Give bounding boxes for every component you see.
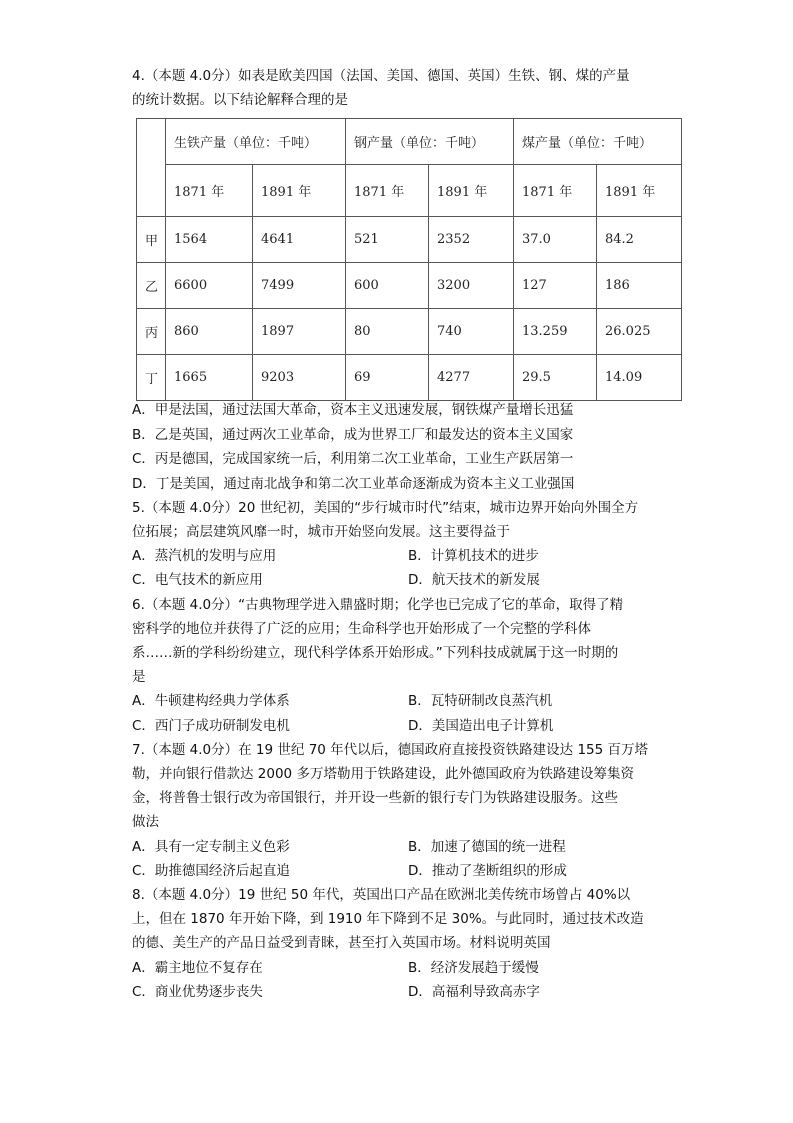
q7-stem-line-2: 勒，并向银行借款达 2000 多万塔勒用于铁路建设，此外德国政府为铁路建设筹集资 (132, 766, 634, 782)
q8-option-a: A．霸主地位不复存在 (132, 960, 263, 976)
q6-stem-line-4: 是 (132, 669, 146, 685)
table-row (137, 217, 682, 263)
table-cell: 860 (166, 309, 253, 355)
q8-stem-line-2: 上，但在 1870 年开始下降，到 1910 年下降到不足 30%。与此同时，通过技术改造 (132, 911, 644, 927)
q6-stem-line-2: 密科学的地位并获得了广泛的应用；生命科学也开始形成了一个完整的学科体 (132, 621, 591, 637)
production-table (136, 118, 682, 401)
table-cell: 26.025 (597, 309, 682, 355)
q5-option-b: B．计算机技术的进步 (408, 548, 539, 564)
q5-option-a: A．蒸汽机的发明与应用 (132, 548, 277, 564)
table-group-header-coal: 煤产量（单位：千吨） (514, 119, 682, 165)
q7-option-c: C．助推德国经济后起直追 (132, 863, 290, 879)
table-year-header: 1871 年 (346, 165, 429, 217)
q5-stem-line-1: 5.（本题 4.0分）20 世纪初，美国的“步行城市时代”结束，城市边界开始向外围全方 (132, 500, 639, 516)
q4-option-a: A．甲是法国，通过法国大革命，资本主义迅速发展，钢铁煤产量增长迅猛 (132, 402, 574, 418)
table-cell: 4277 (429, 355, 514, 401)
table-cell: 1665 (166, 355, 253, 401)
table-row (137, 263, 682, 309)
table-cell: 84.2 (597, 217, 682, 263)
q7-option-b: B．加速了德国的统一进程 (408, 839, 566, 855)
q8-stem-line-1: 8.（本题 4.0分）19 世纪 50 年代，英国出口产品在欧洲北美传统市场曾占 40%以 (132, 887, 631, 903)
table-corner-cell (137, 119, 166, 217)
q6-option-d: D．美国造出电子计算机 (408, 718, 554, 734)
table-year-header: 1891 年 (429, 165, 514, 217)
table-row-label: 丙 (137, 309, 166, 355)
table-group-header-steel: 钢产量（单位：千吨） (346, 119, 514, 165)
table-year-header: 1871 年 (514, 165, 597, 217)
table-row-label: 甲 (137, 217, 166, 263)
table-cell: 14.09 (597, 355, 682, 401)
table-cell: 2352 (429, 217, 514, 263)
q7-option-a: A．具有一定专制主义色彩 (132, 839, 290, 855)
q8-option-c: C．商业优势逐步丧失 (132, 984, 263, 1000)
q4-option-c: C．丙是德国，完成国家统一后，利用第二次工业革命，工业生产跃居第一 (132, 451, 574, 467)
table-cell: 600 (346, 263, 429, 309)
q8-option-b: B．经济发展趋于缓慢 (408, 960, 539, 976)
table-cell: 29.5 (514, 355, 597, 401)
table-cell: 1564 (166, 217, 253, 263)
table-cell: 186 (597, 263, 682, 309)
table-cell: 80 (346, 309, 429, 355)
table-cell: 7499 (253, 263, 346, 309)
q4-stem-line-2: 的统计数据。以下结论解释合理的是 (132, 92, 348, 108)
table-cell: 6600 (166, 263, 253, 309)
table-cell: 3200 (429, 263, 514, 309)
q5-option-c: C．电气技术的新应用 (132, 572, 263, 588)
table-cell: 13.259 (514, 309, 597, 355)
q6-option-b: B．瓦特研制改良蒸汽机 (408, 693, 553, 709)
q8-stem-line-3: 的德、美生产的产品日益受到青睐，甚至打入英国市场。材料说明英国 (132, 935, 551, 951)
table-row-label: 乙 (137, 263, 166, 309)
q8-option-d: D．高福利导致高赤字 (408, 984, 540, 1000)
table-cell: 521 (346, 217, 429, 263)
table-row-label: 丁 (137, 355, 166, 401)
q7-stem-line-3: 金，将普鲁士银行改为帝国银行，并开设一些新的银行专门为铁路建设服务。这些 (132, 790, 618, 806)
q6-option-c: C．西门子成功研制发电机 (132, 718, 290, 734)
q5-stem-line-2: 位拓展；高层建筑风靡一时，城市开始竖向发展。这主要得益于 (132, 524, 510, 540)
q5-option-d: D．航天技术的新发展 (408, 572, 540, 588)
q7-stem-line-1: 7.（本题 4.0分）在 19 世纪 70 年代以后，德国政府直接投资铁路建设达 155 百万塔 (132, 742, 649, 758)
table-cell: 740 (429, 309, 514, 355)
table-year-header: 1891 年 (597, 165, 682, 217)
table-row (137, 309, 682, 355)
table-cell: 9203 (253, 355, 346, 401)
table-cell: 37.0 (514, 217, 597, 263)
q6-stem-line-3: 系……新的学科纷纷建立，现代科学体系开始形成。”下列科技成就属于这一时期的 (132, 645, 619, 661)
table-group-header-iron: 生铁产量（单位：千吨） (166, 119, 346, 165)
q6-option-a: A．牛顿建构经典力学体系 (132, 693, 290, 709)
q4-option-b: B．乙是英国，通过两次工业革命，成为世界工厂和最发达的资本主义国家 (132, 427, 574, 443)
q6-stem-line-1: 6.（本题 4.0分）“古典物理学进入鼎盛时期；化学也已完成了它的革命，取得了精 (132, 597, 624, 613)
table-cell: 69 (346, 355, 429, 401)
q4-stem-line-1: 4.（本题 4.0分）如表是欧美四国（法国、美国、德国、英国）生铁、钢、煤的产量 (132, 68, 630, 84)
table-cell: 127 (514, 263, 597, 309)
q7-option-d: D．推动了垄断组织的形成 (408, 863, 567, 879)
table-cell: 1897 (253, 309, 346, 355)
table-row (137, 355, 682, 401)
table-year-header: 1871 年 (166, 165, 253, 217)
table-year-header: 1891 年 (253, 165, 346, 217)
table-cell: 4641 (253, 217, 346, 263)
q4-option-d: D．丁是美国，通过南北战争和第二次工业革命逐渐成为资本主义工业强国 (132, 476, 575, 492)
q7-stem-line-4: 做法 (132, 814, 159, 830)
